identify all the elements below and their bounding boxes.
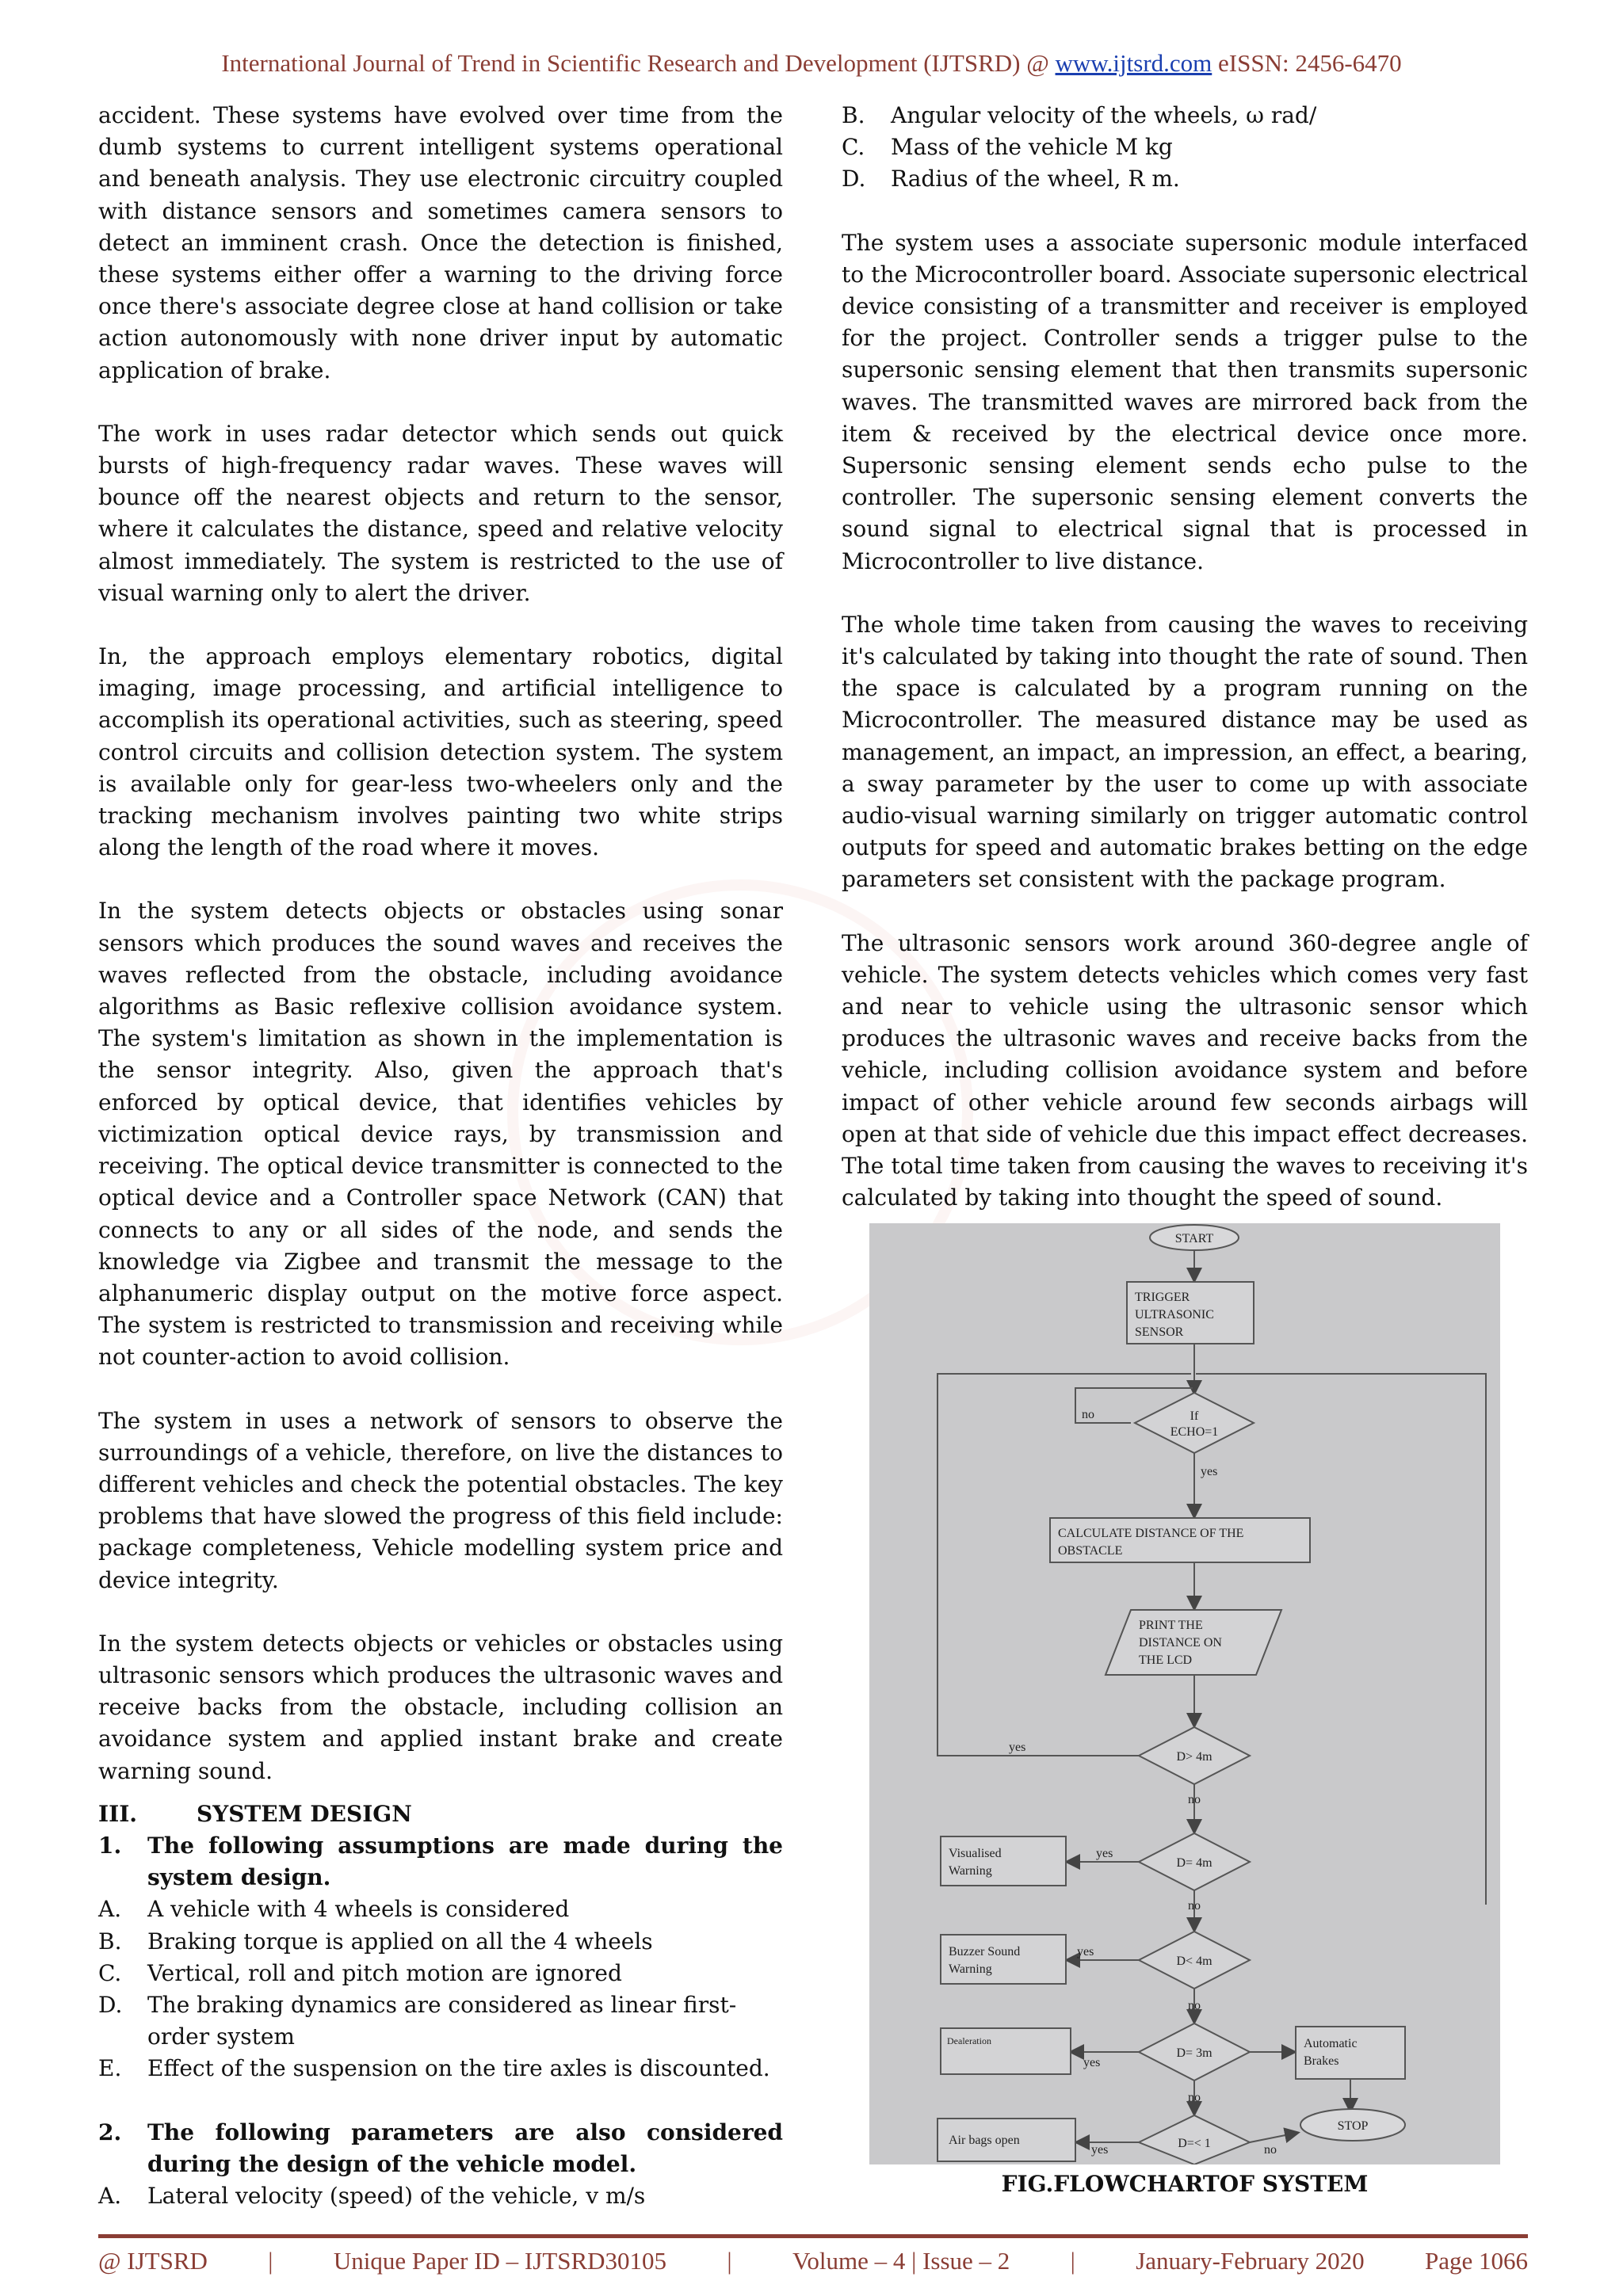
list-text: Radius of the wheel, R m. (891, 166, 1180, 193)
list-text: Lateral velocity (speed) of the vehicle, v m/s (147, 2182, 646, 2209)
airbags-label: Air bags open (949, 2134, 1020, 2147)
print-label: PRINT THE (1139, 1619, 1203, 1632)
subheading-parameters (98, 2117, 783, 2180)
paragraph: The system in uses a network of sensors to observe the surroundings of a vehicle, therefore, on live the distances to different vehicles and check the potential obstacles. The key problems that have slowed the progress of this field include: package completeness, Vehicle modelling system price and device integrity. (98, 1407, 783, 1593)
list-label: C. (98, 1959, 122, 1986)
visualised-warning-box (941, 1836, 1066, 1886)
list-label: D. (842, 166, 866, 193)
list-item (98, 2180, 783, 2212)
list-text: Vertical, roll and pitch motion are ignored (147, 1959, 622, 1986)
list-text: The braking dynamics are considered as linear first-order system (147, 1991, 737, 2050)
subheading-number: 2. (98, 2119, 122, 2145)
section-heading (98, 1798, 783, 1830)
calc-label: CALCULATE DISTANCE OF THE (1058, 1527, 1244, 1540)
journal-issn: eISSN: 2456-6470 (1218, 49, 1402, 77)
paragraph: The system uses a associate supersonic module interfaced to the Microcontroller board. Associate supersonic electrical device consisting of a transmitter and receiver is employed for the project. Controller sends a trigger pulse to the supersonic sensing element that then transmits supersonic waves. The transmitted waves are mirrored back from the item & received by the electrical device once more. Supersonic sensing element sends echo pulse to the controller. The supersonic sensing element converts the sound signal to electrical signal that is processed in Microcontroller to live distance. (842, 229, 1528, 574)
no-label: no (1188, 2091, 1201, 2104)
page-footer (98, 2247, 1528, 2275)
flowchart-diagram (869, 1223, 1500, 2164)
yes-label: yes (1091, 2143, 1109, 2157)
list-text: Effect of the suspension on the tire axles is discounted. (147, 2055, 770, 2082)
yes-label: yes (1096, 1847, 1113, 1860)
echo-label: ECHO=1 (1170, 1425, 1219, 1439)
left-column (98, 100, 783, 2212)
calc-label: OBSTACLE (1058, 1544, 1123, 1558)
trigger-label: ULTRASONIC (1135, 1308, 1214, 1322)
d-le-1-label: D=< 1 (1178, 2137, 1211, 2150)
subheading-assumptions (98, 1830, 783, 1894)
list-label: E. (98, 2055, 122, 2082)
flowchart-labels (947, 1232, 1369, 2157)
automatic-brakes-box (1296, 2027, 1405, 2079)
footer-separator: | (1070, 2247, 1075, 2275)
no-label: no (1082, 1408, 1094, 1421)
list-item (98, 1958, 783, 1989)
d-gt-4m-label: D> 4m (1176, 1750, 1212, 1764)
footer-divider (98, 2234, 1528, 2238)
paragraph: In the system detects objects or obstacles using sonar sensors which produces the sound waves and receives the waves reflected from the obstacle, including avoidance algorithms as Basic reflexive collision avoidance system. The system's limitation as shown in the implementation is the sensor integrity. Also, given the approach that's enforced by optical device, that identifies vehicles by victimization optical device rays, by transmission and receiving. The optical device transmitter is connected to the optical device and a Controller space Network (CAN) that connects to any or all sides of the node, and sends the knowledge via Zigbee and transmit the message to the alphanumeric display output on the motive force aspect. The system is restricted to transmission and receiving while not counter-action to avoid collision. (98, 898, 783, 1371)
paragraph: accident. These systems have evolved over time from the dumb systems to current intelligent systems operational and beneath analysis. They use electronic circuitry coupled with distance sensors and sometimes camera sensors to detect an imminent crash. Once the detection is finished, these systems either offer a warning to the driving force once there's associate degree close at hand collision or take action autonomously with none driver input by automatic application of brake. (98, 102, 783, 383)
footer-brand: @ IJTSRD (98, 2247, 208, 2275)
yes-label: yes (1201, 1465, 1218, 1478)
footer-page-number: Page 1066 (1424, 2247, 1528, 2275)
footer-separator: | (727, 2247, 732, 2275)
d-eq-3m-label: D= 3m (1176, 2046, 1212, 2060)
d-eq-4m-label: D= 4m (1176, 1856, 1212, 1870)
d-lt-4m-label: D< 4m (1176, 1955, 1212, 1968)
buzzer-warning-box (941, 1935, 1066, 1984)
yes-label: yes (1077, 1945, 1094, 1958)
deceleration-label: Dealeration (947, 2035, 991, 2046)
list-text: A vehicle with 4 wheels is considered (147, 1896, 570, 1923)
footer-separator: | (268, 2247, 273, 2275)
list-item (842, 132, 1528, 163)
list-item (842, 100, 1528, 132)
paragraph: In, the approach employs elementary robotics, digital imaging, image processing, and artificial intelligence to accomplish its operational activities, such as steering, speed control circuits and collision detection system. The system is available only for gear-less two-wheelers only and the tracking mechanism involves painting two white strips along the length of the road where it moves. (98, 643, 783, 861)
list-item (98, 1989, 783, 2053)
stop-label: STOP (1337, 2119, 1369, 2133)
start-label: START (1174, 1232, 1214, 1245)
visual-warning-label: Warning (949, 1864, 992, 1878)
print-label: THE LCD (1139, 1653, 1193, 1667)
list-text: Mass of the vehicle M kg (891, 134, 1173, 161)
paragraph: The ultrasonic sensors work around 360-degree angle of vehicle. The system detects vehicles which comes very fast and near to vehicle using the ultrasonic sensor which produces the ultrasonic waves and receive backs from the vehicle, including collision avoidance system and before impact of other vehicle around few seconds airbags will open at that side of vehicle due this impact effect decreases. The total time taken from causing the waves to receiving it's calculated by taking into thought the speed of sound. (842, 929, 1528, 1211)
right-column (842, 100, 1528, 1215)
trigger-label: SENSOR (1135, 1325, 1184, 1339)
no-label: no (1264, 2143, 1277, 2157)
subheading-text: The following parameters are also considered during the design of the vehicle model. (147, 2119, 783, 2177)
list-label: C. (842, 134, 865, 161)
list-label: A. (98, 2182, 122, 2209)
list-text: Braking torque is applied on all the 4 wheels (147, 1928, 653, 1955)
list-label: A. (98, 1896, 122, 1923)
footer-volume: Volume – 4 | Issue – 2 (792, 2247, 1010, 2275)
journal-url-link[interactable]: www.ijtsrd.com (1055, 49, 1212, 77)
paragraph: The work in uses radar detector which sends out quick bursts of high-frequency radar waves. These waves will bounce off the nearest objects and return to the sensor, where it calculates the distance, speed and relative velocity almost immediately. The system is restricted to the use of visual warning only to alert the driver. (98, 420, 783, 606)
paragraph: In the system detects objects or vehicles or obstacles using ultrasonic sensors which produces the ultrasonic waves and receive backs from the obstacle, including collision an avoidance system and applied instant brake and create warning sound. (98, 1630, 783, 1784)
print-label: DISTANCE ON (1139, 1636, 1222, 1650)
section-number: III. (98, 1800, 138, 1827)
list-label: D. (98, 1991, 123, 2018)
no-label: no (1188, 1793, 1201, 1806)
buzzer-warning-label: Warning (949, 1962, 992, 1976)
list-item (98, 2053, 783, 2084)
yes-label: yes (1009, 1741, 1026, 1754)
list-label: B. (842, 102, 865, 128)
subheading-text: The following assumptions are made during the system design. (147, 1832, 783, 1891)
list-label: B. (98, 1928, 122, 1955)
yes-label: yes (1083, 2056, 1101, 2069)
echo-label: If (1190, 1409, 1199, 1423)
journal-name: International Journal of Trend in Scientific Research and Development (IJTSRD) @ (221, 49, 1049, 77)
trigger-label: TRIGGER (1135, 1291, 1190, 1304)
auto-brakes-label: Brakes (1304, 2054, 1339, 2068)
list-item (842, 163, 1528, 195)
list-item (98, 1926, 783, 1958)
flowchart-shapes (938, 1225, 1486, 2164)
paragraph: The whole time taken from causing the waves to receiving it's calculated by taking into thought the rate of sound. Then the space is calculated by a program running on the Microcontroller. The measured distance may be used as management, an impact, an impression, an effect, a bearing, a sway parameter by the user to come up with associate audio-visual warning similarly on trigger automatic control outputs for speed and automatic brakes betting on the edge parameters set consistent with the package program. (842, 611, 1528, 893)
auto-brakes-label: Automatic (1304, 2037, 1358, 2050)
no-label: no (1188, 1999, 1201, 2012)
echo-decision (1135, 1393, 1254, 1453)
subheading-number: 1. (98, 1832, 122, 1859)
section-title: SYSTEM DESIGN (197, 1800, 412, 1827)
flowchart-figure (869, 1223, 1500, 2164)
buzzer-warning-label: Buzzer Sound (949, 1945, 1021, 1958)
journal-header (0, 49, 1623, 78)
no-label: no (1188, 1899, 1201, 1913)
footer-date: January-February 2020 (1136, 2247, 1365, 2275)
visual-warning-label: Visualised (949, 1847, 1002, 1860)
list-text: Angular velocity of the wheels, ω rad/ (891, 102, 1317, 128)
footer-paper-id: Unique Paper ID – IJTSRD30105 (333, 2247, 667, 2275)
figure-caption: FIG.FLOWCHARTOF SYSTEM (1001, 2171, 1369, 2197)
list-item (98, 1894, 783, 1925)
